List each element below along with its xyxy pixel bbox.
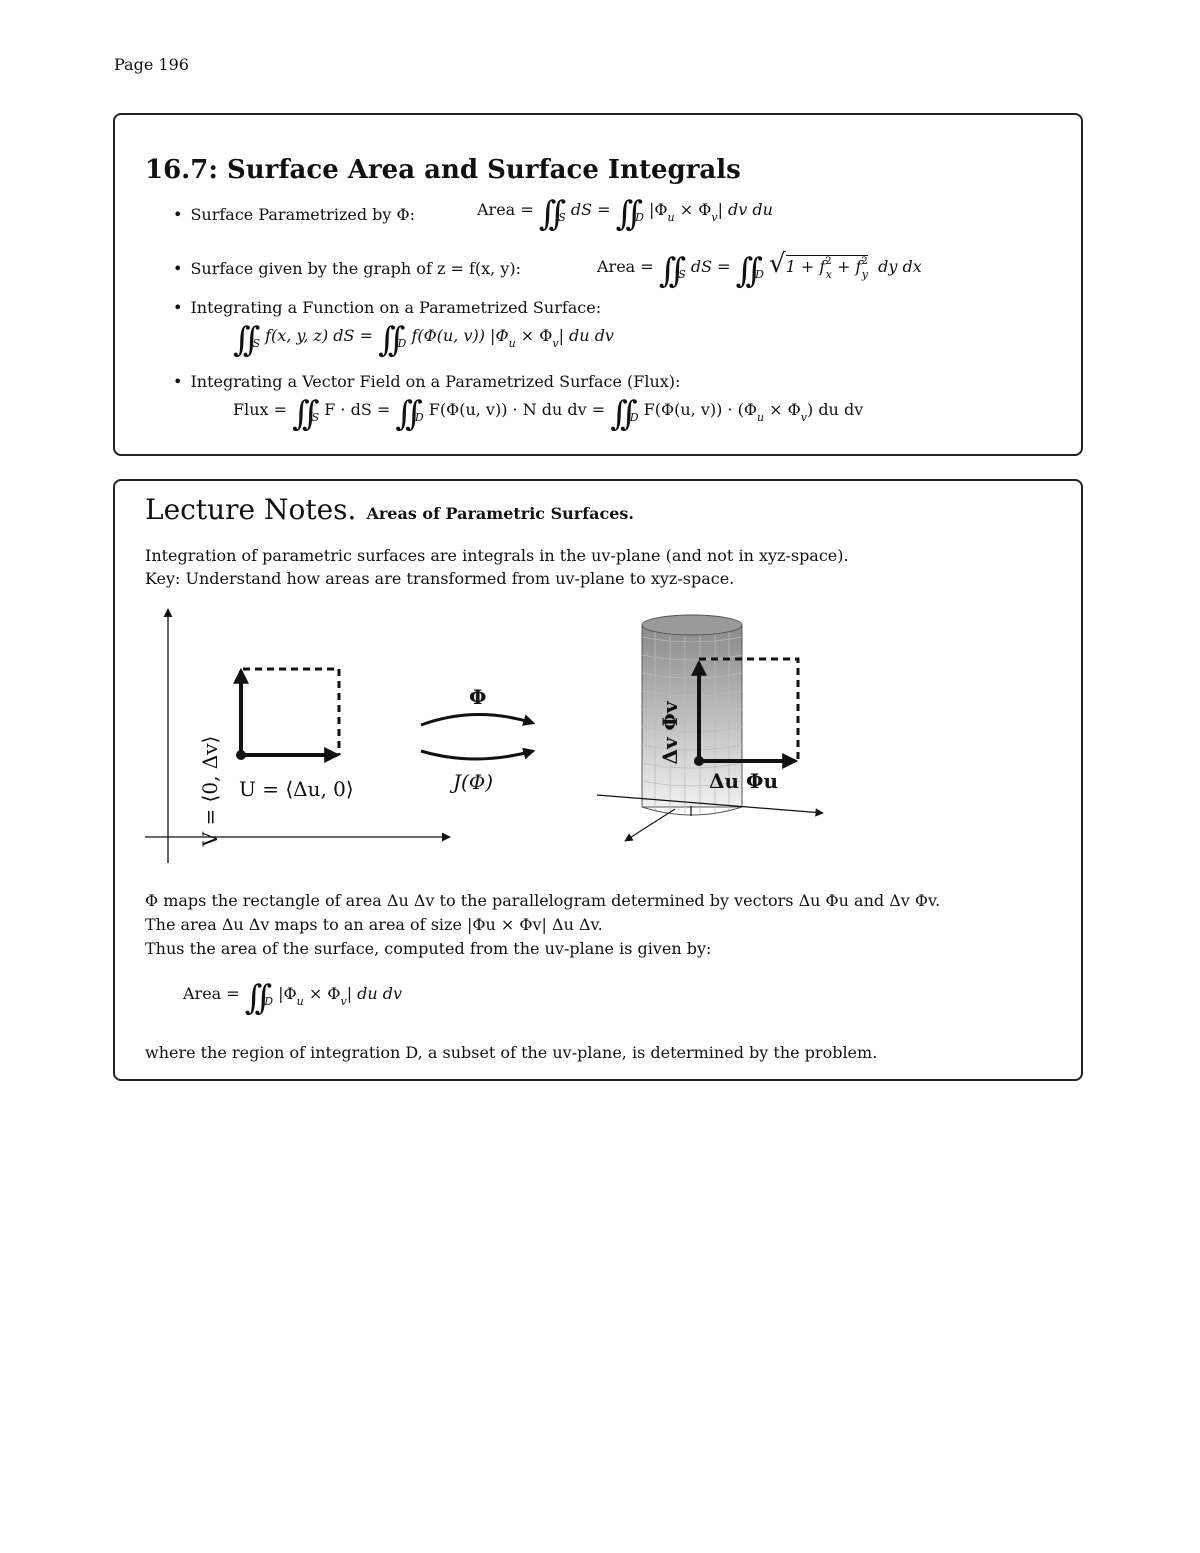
area-formula: Area = $\int\int_D$ $|\Phi_u \times \Phi_v|$ du dv <box>183 978 403 1018</box>
formula-graph-area: Area = $\int\int_S$ dS = $\int\int_D$ $√1 + f^2_x + f^2_y$ dy dx <box>597 249 922 291</box>
phi-arrow <box>421 714 533 725</box>
u-vector-label: U = ⟨Δu, 0⟩ <box>239 777 354 801</box>
cylinder-top <box>642 615 742 635</box>
bullet-graph-surface: • Surface given by the graph of z = f(x, y): <box>173 259 521 278</box>
explain-line-2: The area Δu Δv maps to an area of size |Φu × Φv| Δu Δv. <box>145 915 603 934</box>
page-number: Page 196 <box>114 55 189 74</box>
jacobian-arrow <box>421 751 533 759</box>
lecture-subtitle: Areas of Parametric Surfaces. <box>366 504 634 523</box>
formula-param-area: Area = $\int\int_S$ dS = $\int\int_D$ $|\Phi_u \times \Phi_v|$ dv du <box>477 194 773 234</box>
intro-line-2: Key: Understand how areas are transformed from uv-plane to xyz-space. <box>145 569 735 588</box>
dashed-rectangle <box>243 669 339 755</box>
v-vector-label: V = ⟨0, Δv⟩ <box>198 735 222 847</box>
dv-phiv-label: Δv Φv <box>658 701 682 765</box>
v-label-wrap <box>193 721 223 871</box>
section-title: 16.7: Surface Area and Surface Integrals <box>145 155 741 185</box>
formula-flux: Flux = $\int\int_S$ F · dS = $\int\int_D$ F(Φ(u, v)) · N du dv = $\int\int_D$ F(Φ(u, $v)) \cdot (\Phi_u \times \Phi_v)$ du dv <box>233 394 864 434</box>
summary-box <box>113 113 1083 456</box>
phi-label: Φ <box>469 685 487 709</box>
jacobian-label: J(Φ) <box>453 770 494 794</box>
lecture-notes-box <box>113 479 1083 1081</box>
bullet-vector-field: • Integrating a Vector Field on a Parametrized Surface (Flux): <box>173 372 680 391</box>
closing-line: where the region of integration D, a subset of the uv-plane, is determined by the problem. <box>145 1043 878 1062</box>
origin-point <box>236 750 246 760</box>
uv-to-xyz-figure <box>115 601 1081 871</box>
bullet-param-surface: • Surface Parametrized by Φ: <box>173 205 415 224</box>
du-phiu-label: Δu Φu <box>709 769 778 793</box>
explain-line-1: Φ maps the rectangle of area Δu Δv to the parallelogram determined by vectors Δu Φu and Δv Φv. <box>145 891 941 910</box>
intro-line-1: Integration of parametric surfaces are integrals in the uv-plane (and not in xyz-space). <box>145 546 849 565</box>
cylinder-bottom <box>642 807 742 815</box>
explain-line-3: Thus the area of the surface, computed from the uv-plane is given by: <box>145 939 712 958</box>
formula-function-integral: $\int\int_S$ f(x, y, z) dS = $\int\int_D$ f(Φ(u, v)) $|\Phi_u \times \Phi_v|$ du dv <box>233 320 614 360</box>
lecture-heading <box>145 493 634 526</box>
y-axis <box>625 809 675 841</box>
dv-label-wrap <box>655 681 685 791</box>
lecture-title: Lecture Notes. <box>145 493 357 526</box>
bullet-function: • Integrating a Function on a Parametrized Surface: <box>173 298 601 317</box>
surface-point <box>694 756 704 766</box>
